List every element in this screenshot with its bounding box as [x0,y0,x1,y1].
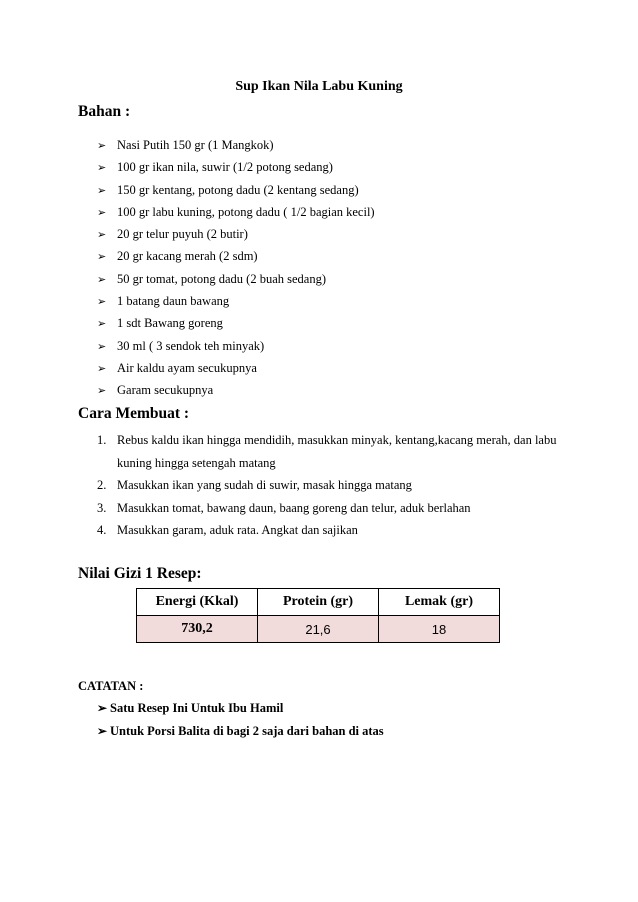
step-text: Masukkan ikan yang sudah di suwir, masak hingga matang [117,478,412,492]
arrow-bullet-icon: ➢ [97,140,107,152]
arrow-bullet-icon: ➢ [97,206,107,219]
step-number: 1. [97,433,107,447]
ingredient-text: 20 gr kacang merah (2 sdm) [117,249,258,264]
steps-list [97,429,557,542]
note-text: Satu Resep Ini Untuk Ibu Hamil [110,701,284,715]
table-header-cell: Lemak (gr) [379,589,500,616]
arrow-bullet-icon: ➢ [97,251,107,264]
list-item [97,223,375,245]
fat-value: 18 [379,616,500,643]
ingredients-heading: Bahan : [78,103,131,120]
arrow-bullet-icon: ➢ [97,318,107,331]
list-item [97,357,375,379]
arrow-bullet-icon: ➢ [97,184,107,197]
recipe-title: Sup Ikan Nila Labu Kuning [235,79,403,94]
ingredient-text: 150 gr kentang, potong dadu (2 kentang sedang) [117,182,359,197]
method-heading: Cara Membuat : [78,405,190,422]
arrow-bullet-icon: ➢ [97,296,107,309]
ingredient-text: 100 gr ikan nila, suwir (1/2 potong sedang) [117,160,333,175]
step-text: Masukkan tomat, bawang daun, baang goreng dan telur, aduk berlahan [117,500,471,515]
arrow-bullet-icon: ➢ [97,273,107,286]
notes-list [97,697,384,743]
ingredient-text: Nasi Putih 150 gr (1 Mangkok) [117,138,274,152]
list-item [97,134,375,156]
list-item [97,268,375,290]
list-item [97,312,375,334]
step-number: 4. [97,523,107,537]
list-item [97,429,557,474]
ingredient-text: 30 ml ( 3 sendok teh minyak) [117,338,265,353]
table-row [137,616,500,643]
arrow-bullet-icon: ➢ [97,229,107,242]
list-item [97,335,375,357]
arrow-bullet-icon: ➢ [97,724,108,738]
list-item [97,245,375,267]
protein-value: 21,6 [258,616,379,643]
arrow-bullet-icon: ➢ [97,385,107,398]
ingredient-text: Garam secukupnya [117,383,214,398]
arrow-bullet-icon: ➢ [97,362,107,375]
step-text: Rebus kaldu ikan hingga mendidih, masukkan minyak, kentang,kacang merah, dan labu kuning hingga setengah matang [117,433,557,470]
list-item [97,179,375,201]
list-item [97,156,375,178]
note-text: Untuk Porsi Balita di bagi 2 saja dari bahan di atas [110,724,384,738]
notes-heading: CATATAN : [78,679,144,693]
arrow-bullet-icon: ➢ [97,162,107,175]
list-item [97,697,384,720]
list-item [97,474,557,497]
energy-value: 730,2 [137,616,258,643]
table-header-row [137,589,500,616]
ingredient-text: 1 batang daun bawang [117,294,230,309]
ingredient-text: 100 gr labu kuning, potong dadu ( 1/2 bagian kecil) [117,204,375,219]
step-text: Masukkan garam, aduk rata. Angkat dan sajikan [117,523,358,537]
list-item [97,497,557,520]
ingredient-text: 50 gr tomat, potong dadu (2 buah sedang) [117,271,326,286]
list-item [97,290,375,312]
step-number: 2. [97,478,107,492]
nutrition-heading: Nilai Gizi 1 Resep: [78,565,202,582]
ingredient-text: 1 sdt Bawang goreng [117,316,223,331]
arrow-bullet-icon: ➢ [97,340,107,353]
list-item [97,379,375,401]
step-number: 3. [97,500,107,515]
list-item [97,519,557,542]
list-item [97,201,375,223]
table-header-cell: Protein (gr) [258,589,379,616]
list-item [97,720,384,743]
table-header-cell: Energi (Kkal) [137,589,258,616]
arrow-bullet-icon: ➢ [97,701,108,715]
ingredients-list [97,134,375,402]
ingredient-text: 20 gr telur puyuh (2 butir) [117,227,248,242]
nutrition-table [136,588,500,643]
ingredient-text: Air kaldu ayam secukupnya [117,360,257,375]
